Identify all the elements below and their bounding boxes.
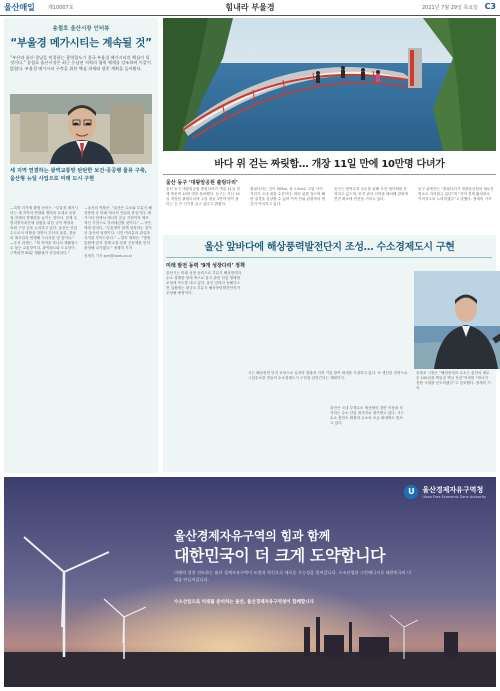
ad-logo-name: 울산경제자유구역청 <box>422 486 484 494</box>
interview-body-column: —특별 지자체 출범 준비는. “부울경 메가시티는 세 지역의 연대와 협력을 토대로 동남권 전체의 경쟁력을 높이는 것이다. 현재 특별지방자치단체 설립을 위한 규약 제정과 의회 구성 등을 논의하고 있다. 울산은 산업 수도로서 역할을 하면서 부산의 물류, 경남의 제조업과 연계해 시너지를 낼 것이다.” —우선 과제는. “세 지역을 하나의 생활권으로 묶는 교통망이다. 광역철도와 도로망이 구축되면 30분 생활권이 현실화된다.” <box>10 206 78 255</box>
hydrogen-headline: 울산 앞바다에 해상풍력발전단지 조성… 수소경제도시 구현 <box>204 242 455 253</box>
interview-article <box>4 18 158 473</box>
bridge-body <box>166 187 494 231</box>
bridge-body-column: 울산 동구 대왕암공원 출렁다리가 개장 11일 만에 방문객 10만 명을 돌파했다. 동구는 지난 15일 개장한 출렁다리에 주말 평균 1만여 명이 몰리는 등 큰 인기를 끌고 있다고 밝혔다. <box>166 187 240 206</box>
bridge-body-column: 동구 관계자는 “출렁다리가 대왕암공원의 새로운 명소로 자리잡고 있다”며 “지역 경제 활성화로 이어지도록 노력하겠다”고 말했다. 정세미 기자 <box>418 187 494 201</box>
bridge-body-column: 출렁다리는 길이 303m, 폭 1.5m로 주탑 사이 거리가 국내 최장 수준이다. 바다 위를 걸으며 해안 절경을 감상할 수 있어 가족 단위 관광객의 발길이 이어지고 있다. <box>250 187 326 206</box>
interview-kicker: 송철호 울산시장 인터뷰 <box>52 26 110 32</box>
hydrogen-body <box>166 271 492 471</box>
interview-body-column <box>84 206 152 259</box>
issue-number: 제10007호 <box>48 5 74 11</box>
section-title: 힘내라 부울경 <box>225 3 275 12</box>
ad-logo <box>404 485 486 499</box>
hydrogen-subhead: 미래 발전 동력 ‘9개 성장다리’ 정책 <box>166 263 245 269</box>
hydrogen-body-column: 울산시는 미래 성장 동력으로 부유식 해상풍력과 수소 경제를 양대 축으로 삼고 관련 산업 생태계 조성에 속도를 내고 있다. 울산 앞바다 동해가스전 일원에는 대규모 부유식 해상풍력발전단지가 조성될 예정이다. <box>166 271 242 295</box>
hydrogen-body-column: 송철호 시장은 “해상풍력과 수소는 울산의 새로운 100년을 책임질 핵심 산업”이라며 “에너지 전환 시대를 선도하겠다”고 강조했다. 정세미 기자 <box>416 371 491 390</box>
interview-body-text: —울산의 역할은. “울산은 수소와 부유식 해상풍력 등 미래 에너지 산업의 중심지다. 메가시티 안에서 에너지 공급 거점이자 제조 혁신 거점으로 자리매김할 것이다.” —시민에게 한마디. “부울경이 함께 성장하는 것이 곧 울산의 성장이다. 시민 여러분의 관심과 지지를 부탁드린다.” —향후 계획은. “행정 통합에 앞서 경제·교통·문화 공동체를 먼저 완성해 나가겠다.” 정세미 기자 <box>84 206 152 250</box>
ad-body-text: 미래의 성장 선도하는 울산 경제자유구역이 도전과 혁신으로 새로운 가능성을 열어갑니다. 수소산업과 그린에너지로 대한민국의 미래를 만들어갑니다. <box>174 570 412 582</box>
page-header <box>0 0 500 16</box>
masthead: 울산매일 <box>4 3 35 12</box>
mayor-at-coast-photo <box>414 271 500 369</box>
divider <box>166 257 492 258</box>
divider <box>163 174 496 175</box>
ad-tagline: 수소산업으로 미래를 준비하는 울산, 울산경제자유구역청이 함께합니다 <box>174 600 314 605</box>
publication-date: 2021년 7월 29일 목요일 <box>421 5 478 11</box>
bridge-body-column: 동구는 방역수칙 준수를 위해 사전 예약제를 운영하고 있으며, 안전 관리 인력을 배치해 관람객 안전 확보에 만전을 기하고 있다. <box>334 187 408 201</box>
ad-headline-line2: 대한민국이 더 크게 도약합니다 <box>174 546 386 565</box>
advertisement-banner <box>4 477 496 687</box>
byline: 정세미 기자 sjm@iusm.co.kr <box>84 254 133 258</box>
suspension-bridge-photo <box>163 18 496 151</box>
hydrogen-body-column: 울산은 국내 부생수소 생산량의 절반 이상을 차지하는 수소 산업 최적지로 평가받고 있다. 시는 수소 충전소 확충과 수소차 보급 확대에도 힘쓰고 있다. <box>330 406 404 425</box>
ufez-logo-icon: U <box>404 485 418 499</box>
bridge-subhead: 울산 동구 ‘대왕암공원 출렁다리’ <box>166 180 238 186</box>
bridge-headline: 바다 위 걷는 짜릿함… 개장 11일 만에 10만명 다녀가 <box>214 159 445 170</box>
interview-headline: “부울경 메가시티는 계속될 것” <box>10 37 152 49</box>
ad-headline-line1: 울산경제자유구역의 힘과 함께 <box>174 529 331 543</box>
interview-subheading: 세 지역 연결하는 광역교통망 탄탄한 보건·공공행 물류 구축, 울산형 뉴딜 사업으로 미래 도시 구현 <box>10 168 147 182</box>
mayor-portrait-photo <box>10 94 152 164</box>
hydrogen-body-column: 시는 해상풍력 단지 조성으로 일자리 창출과 지역 기업 참여 확대를 기대하고 있다. 또 생산된 전력으로 그린수소를 만들어 수소경제도시 구현을 앞당긴다는 계획이다. <box>248 371 408 380</box>
ad-logo-subtitle: Ulsan Free Economic Zone Authority <box>422 495 486 499</box>
page-number: C3 <box>484 2 496 11</box>
interview-lead: “부산과 울산·경남을 연결하는 광역철도가 결국 부울경 메가시티의 핵심이 될 것이다.” 송철호 울산시장은 최근 동남권 지역의 협력 체계를 강조하며 이같이 밝혔다. 부울경 메가시티 구축을 위한 핵심 과제와 향후 계획을 들어봤다. <box>10 55 151 71</box>
